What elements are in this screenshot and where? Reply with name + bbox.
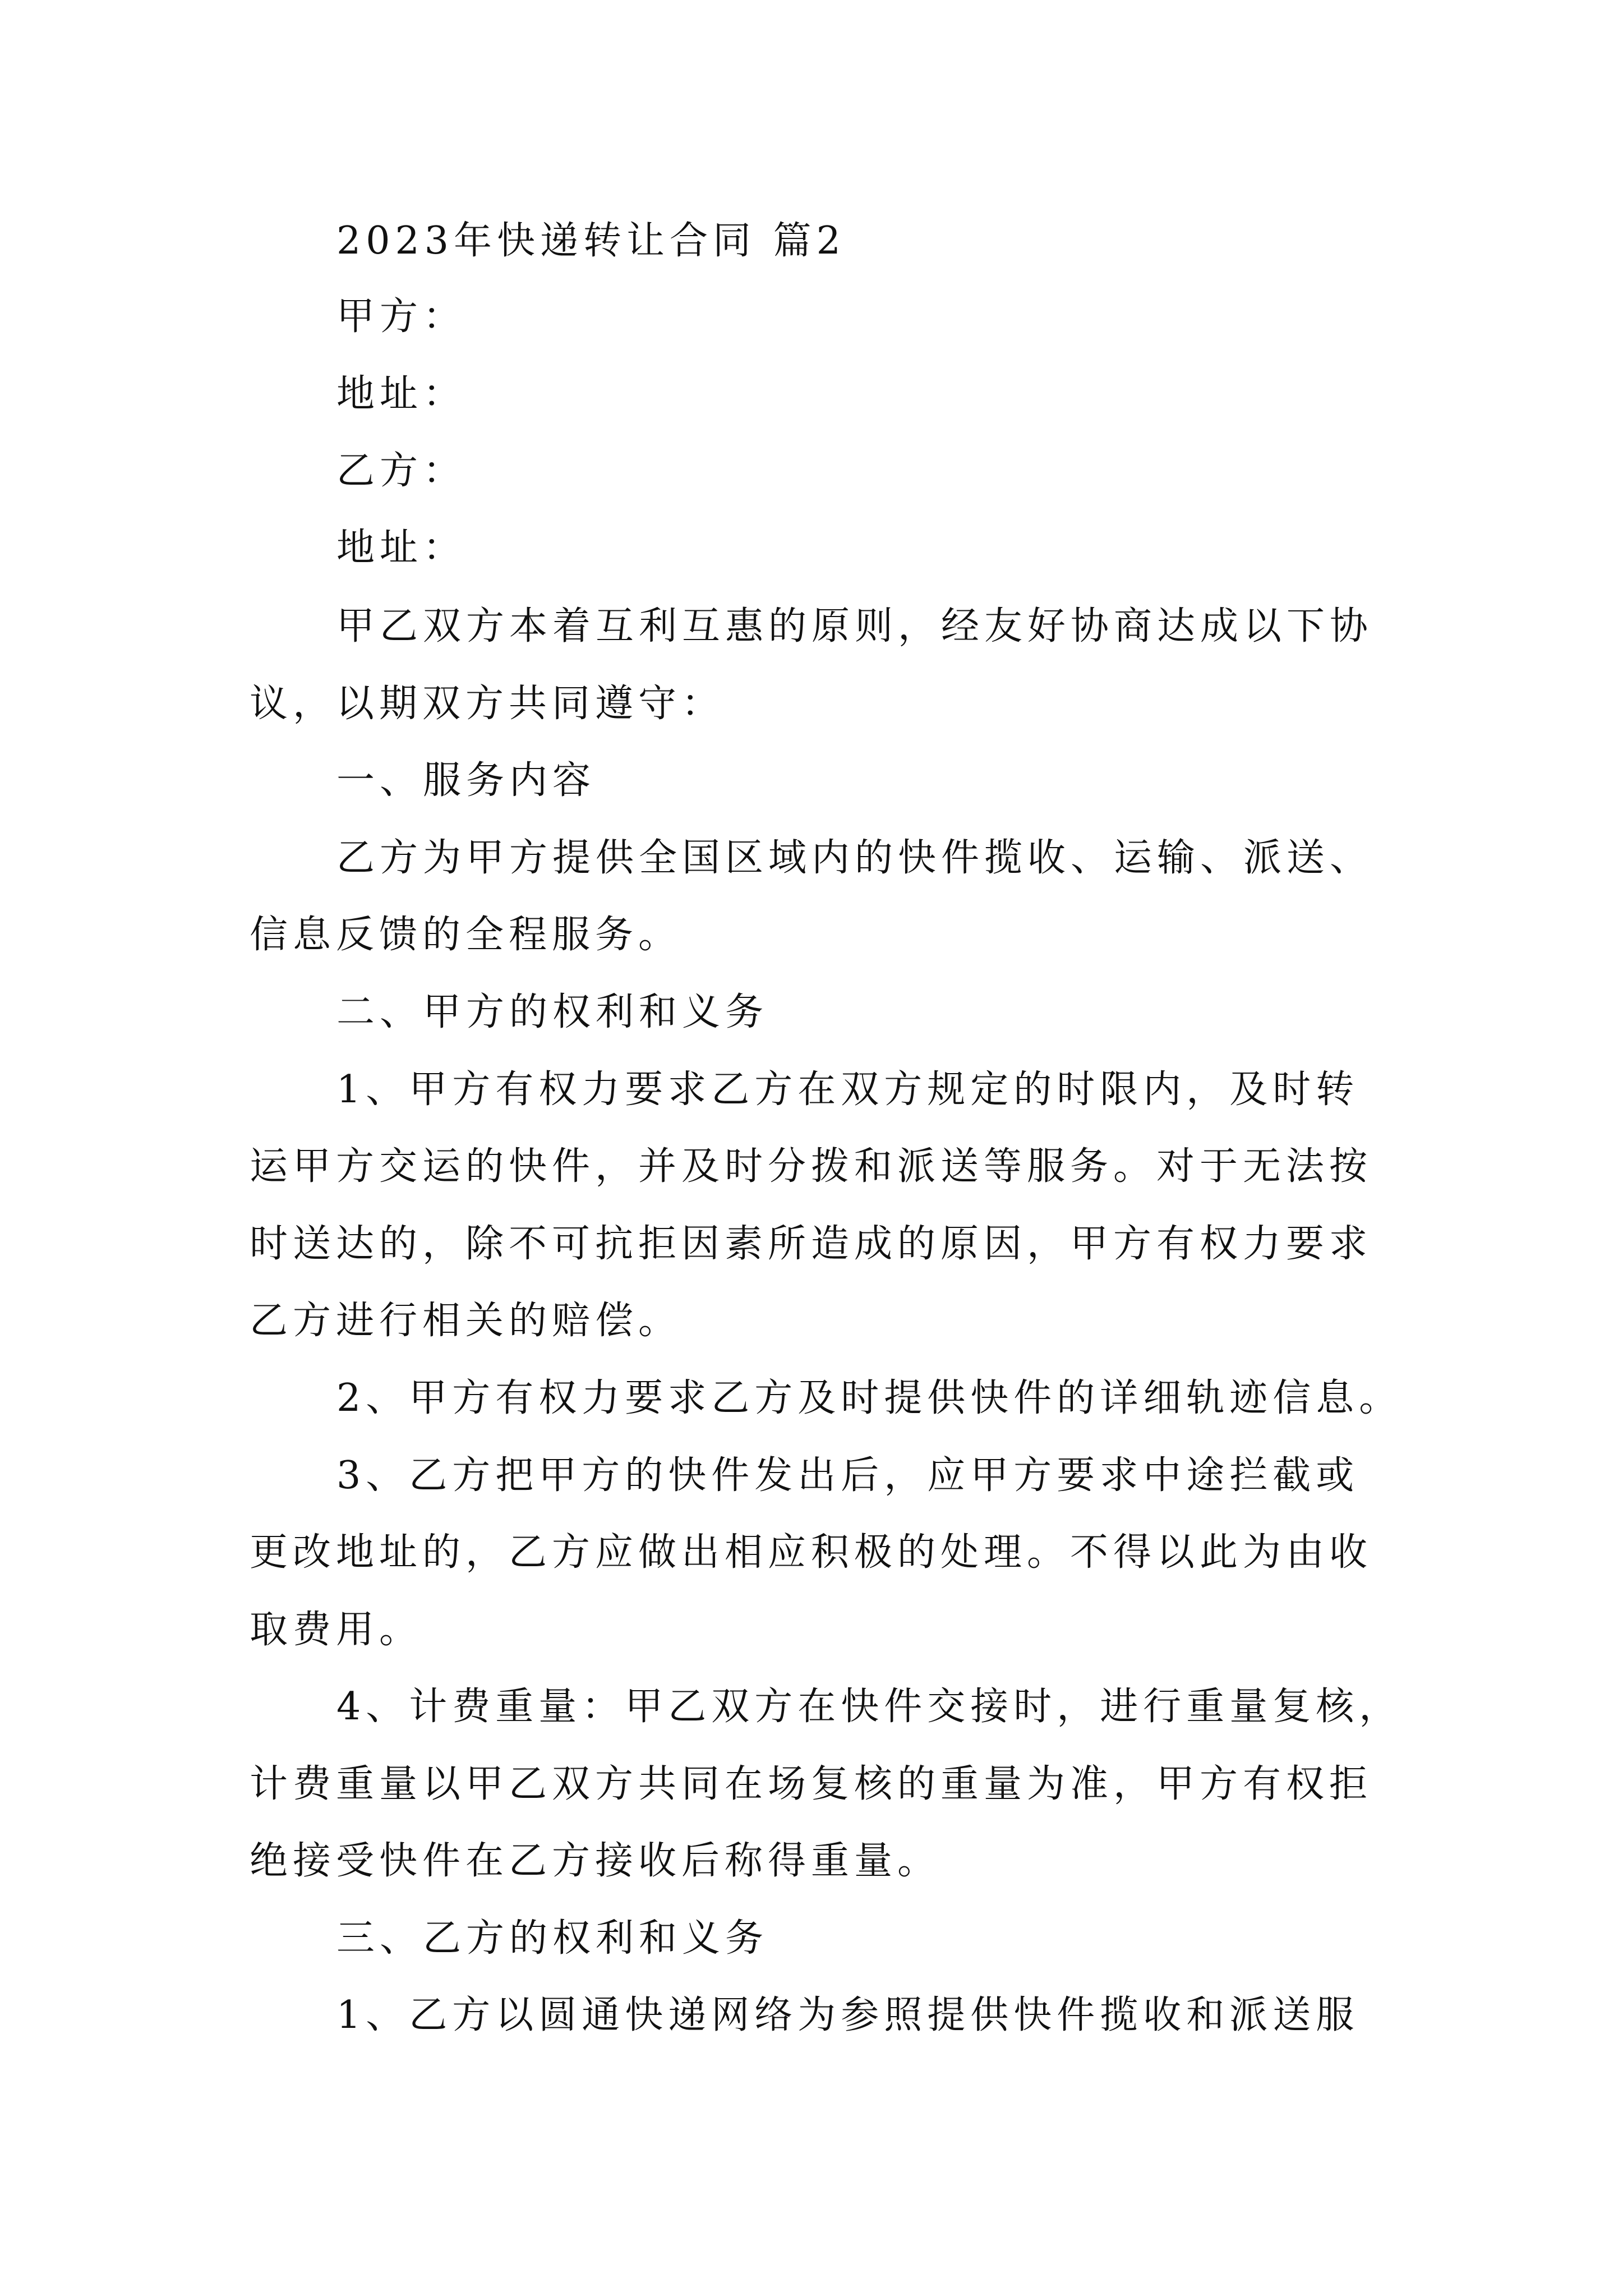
- party-b-address-label: 地址：: [336, 526, 467, 570]
- section-2-item-1-line-4: 乙方进行相关的赔偿。: [250, 1299, 682, 1343]
- section-2-item-4-line-2: 计费重量以甲乙双方共同在场复核的重量为准，甲方有权拒: [250, 1762, 1373, 1806]
- section-3-heading: 三、乙方的权利和义务: [336, 1916, 769, 1961]
- section-1-text-line-2: 信息反馈的全程服务。: [250, 913, 682, 957]
- section-2-item-4-line-3: 绝接受快件在乙方接收后称得重量。: [250, 1839, 941, 1883]
- section-2-item-1-line-2: 运甲方交运的快件，并及时分拨和派送等服务。对于无法按: [250, 1144, 1373, 1189]
- section-2-item-3-line-2: 更改地址的，乙方应做出相应积极的处理。不得以此为由收: [250, 1530, 1373, 1575]
- section-2-item-2-line-1: 2、甲方有权力要求乙方及时提供快件的详细轨迹信息。: [336, 1376, 1403, 1420]
- intro-line-1: 甲乙双方本着互利互惠的原则，经友好协商达成以下协: [336, 604, 1373, 648]
- section-2-item-3-line-3: 取费用。: [250, 1608, 423, 1652]
- section-3-item-1-line-1: 1、乙方以圆通快递网络为参照提供快件揽收和派送服: [336, 1993, 1359, 2037]
- document-title: 2023年快递转让合同 篇2: [336, 219, 846, 263]
- party-b-label: 乙方：: [336, 449, 467, 493]
- section-1-heading: 一、服务内容: [336, 758, 596, 803]
- section-2-heading: 二、甲方的权利和义务: [336, 990, 769, 1034]
- intro-line-2: 议，以期双方共同遵守：: [250, 682, 725, 726]
- party-a-label: 甲方：: [336, 295, 467, 339]
- party-a-address-label: 地址：: [336, 372, 467, 416]
- section-2-item-1-line-3: 时送达的，除不可抗拒因素所造成的原因，甲方有权力要求: [250, 1222, 1373, 1266]
- section-2-item-4-line-1: 4、计费重量：甲乙双方在快件交接时，进行重量复核，: [336, 1685, 1403, 1729]
- section-2-item-1-line-1: 1、甲方有权力要求乙方在双方规定的时限内，及时转: [336, 1068, 1359, 1112]
- section-2-item-3-line-1: 3、乙方把甲方的快件发出后，应甲方要求中途拦截或: [336, 1453, 1359, 1498]
- section-1-text-line-1: 乙方为甲方提供全国区域内的快件揽收、运输、派送、: [336, 836, 1373, 880]
